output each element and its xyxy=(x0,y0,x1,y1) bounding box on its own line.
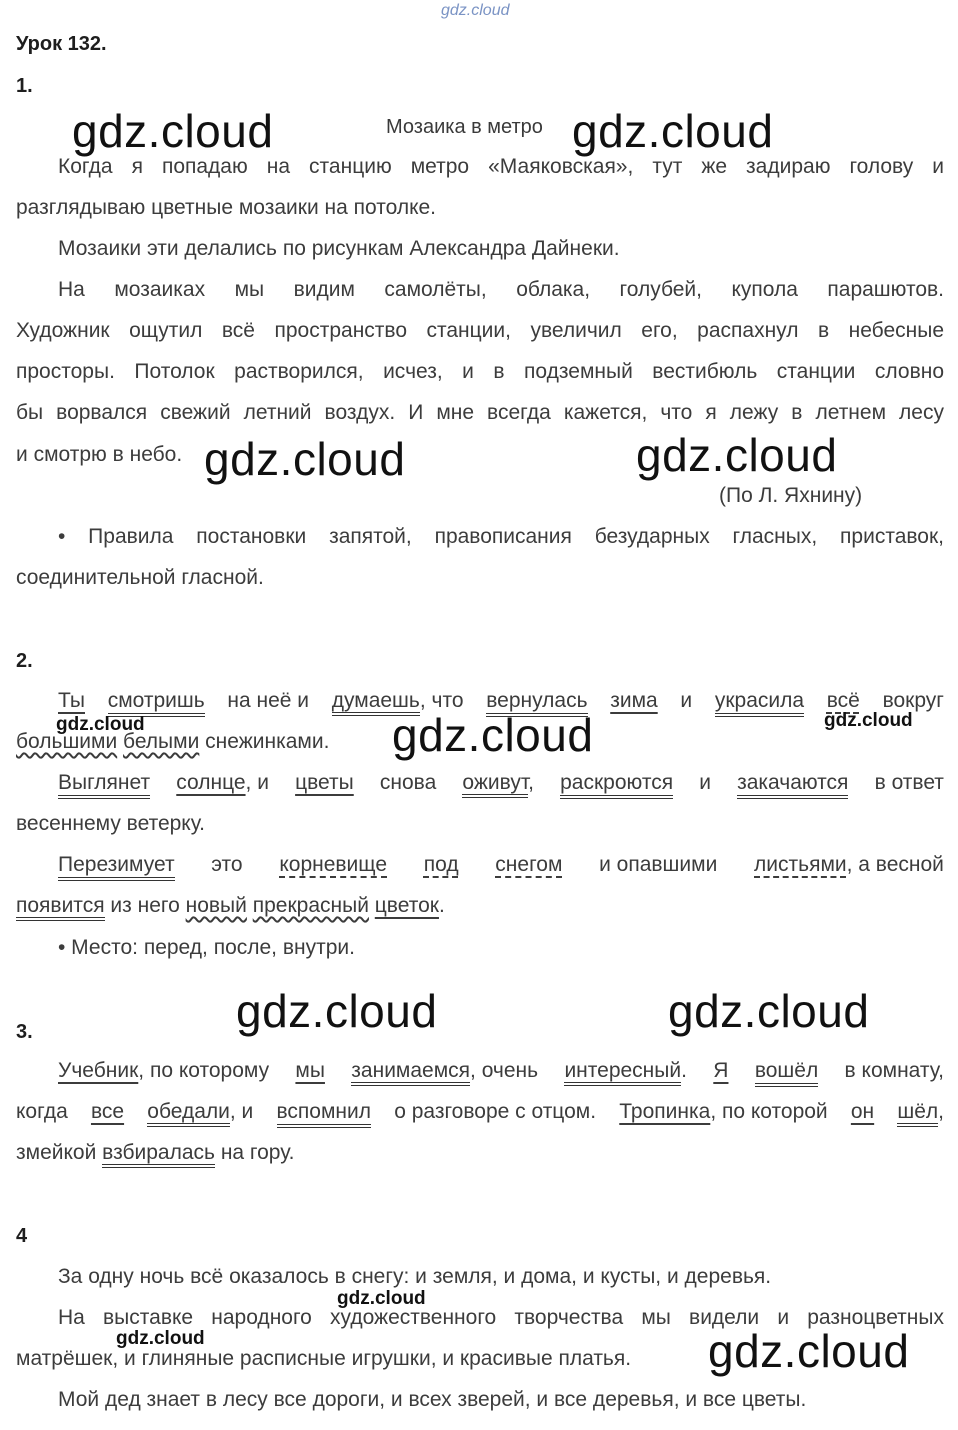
word: , очень xyxy=(470,1059,539,1082)
word: думаешь xyxy=(332,689,420,716)
word: Перезимует xyxy=(58,853,175,881)
author: (По Л. Яхнину) xyxy=(719,484,863,507)
task-line: соединительной гласной. xyxy=(16,566,264,589)
word: вокруг xyxy=(882,689,944,712)
watermark: gdz.cloud xyxy=(56,714,145,735)
word: на неё и xyxy=(227,689,310,712)
watermark: gdz.cloud xyxy=(337,1288,426,1309)
word: под xyxy=(423,853,459,876)
watermark: gdz.cloud xyxy=(116,1328,205,1349)
word: большими xyxy=(16,730,118,753)
word: обедали xyxy=(147,1100,230,1127)
exercise-4-number: 4 xyxy=(16,1225,28,1247)
word: новый xyxy=(185,894,247,917)
watermark: gdz.cloud xyxy=(236,985,438,1037)
word: , и xyxy=(245,771,269,794)
word: белыми xyxy=(123,730,200,753)
word: на гору. xyxy=(220,1141,295,1164)
word: оживут xyxy=(462,771,528,798)
word: змейкой xyxy=(16,1141,97,1164)
sentence-line xyxy=(58,1059,944,1087)
word: листьями xyxy=(754,853,847,876)
word: . xyxy=(681,1059,687,1082)
word: , а весной xyxy=(846,853,944,876)
exercise-3-number: 3. xyxy=(16,1021,33,1043)
word: раскроются xyxy=(560,771,673,799)
sentence-line xyxy=(58,771,944,799)
word: это xyxy=(211,853,243,876)
lesson-title: Урок 132. xyxy=(16,33,107,55)
word: вошёл xyxy=(755,1059,818,1087)
word: . xyxy=(438,894,445,917)
exercise-2-number: 2. xyxy=(16,650,33,672)
word: занимаемся xyxy=(351,1059,470,1086)
word: солнце xyxy=(176,771,246,794)
text-title: Мозаика в метро xyxy=(386,116,543,138)
word: , xyxy=(938,1100,944,1123)
exercise-1-number: 1. xyxy=(16,75,33,97)
word: из него xyxy=(110,894,180,917)
word: прекрасный xyxy=(252,894,369,917)
word: и опавшими xyxy=(599,853,718,876)
word: украсила xyxy=(715,689,804,717)
word: мы xyxy=(295,1059,325,1082)
word: Выглянет xyxy=(58,771,150,799)
text-line: матрёшек, и глиняные расписные игрушки, и красивые платья. xyxy=(16,1347,632,1370)
word: в комнату, xyxy=(844,1059,944,1082)
word: все xyxy=(90,1100,125,1123)
watermark: gdz.cloud xyxy=(572,105,774,157)
text-line: разглядываю цветные мозаики на потолке. xyxy=(16,196,437,219)
word: вернулась xyxy=(486,689,587,717)
text-line: Мой дед знает в лесу все дороги, и всех зверей, и все деревья, и все цветы. xyxy=(58,1388,807,1411)
text-line: и смотрю в небо. xyxy=(16,443,183,466)
word: , по которому xyxy=(138,1059,270,1082)
watermark: gdz.cloud xyxy=(708,1325,910,1377)
word: снежинками. xyxy=(205,730,330,753)
sentence-line xyxy=(16,894,944,918)
word: когда xyxy=(16,1100,68,1123)
word: , и xyxy=(229,1100,254,1123)
word: корневище xyxy=(279,853,388,876)
watermark: gdz.cloud xyxy=(204,433,406,485)
task-line: • Правила постановки запятой, правописания безударных гласных, приставок, xyxy=(58,525,944,548)
word: снегом xyxy=(495,853,563,876)
word: Ты xyxy=(58,689,85,712)
word: всё xyxy=(826,689,860,712)
text-line: За одну ночь всё оказалось в снегу: и земля, и дома, и кусты, и деревья. xyxy=(58,1265,772,1288)
text-line: На выставке народного художественного творчества мы видели и разноцветных xyxy=(58,1306,944,1329)
word: закачаются xyxy=(737,771,848,799)
watermark: gdz.cloud xyxy=(72,105,274,157)
word: цветок xyxy=(374,894,439,917)
word: о разговоре с отцом. xyxy=(394,1100,597,1123)
word: , что xyxy=(419,689,464,712)
sentence-line xyxy=(16,1141,944,1165)
word: , по которой xyxy=(710,1100,828,1123)
watermark-top: gdz.cloud xyxy=(441,2,510,19)
word: взбиралась xyxy=(102,1141,215,1168)
text-line: бы ворвался свежий летний воздух. И мне всегда кажется, что я лежу в летнем лесу xyxy=(16,401,944,424)
word: Тропинка xyxy=(619,1100,711,1123)
word: и xyxy=(699,771,711,794)
watermark: gdz.cloud xyxy=(668,985,870,1037)
watermark: gdz.cloud xyxy=(824,710,913,731)
text-line: На мозаиках мы видим самолёты, облака, голубей, купола парашютов. xyxy=(58,278,944,301)
word: снова xyxy=(379,771,437,794)
word: появится xyxy=(16,894,105,921)
word: интересный xyxy=(564,1059,681,1086)
word: Я xyxy=(713,1059,729,1082)
word: шёл xyxy=(897,1100,938,1127)
sentence-line: весеннему ветерку. xyxy=(16,812,205,835)
word: цветы xyxy=(295,771,354,794)
word: вспомнил xyxy=(277,1100,372,1128)
text-line: просторы. Потолок растворился, исчез, и в подземный вестибюль станции словно xyxy=(16,360,944,383)
word: в ответ xyxy=(874,771,944,794)
word: и xyxy=(680,689,693,712)
text-line: Художник ощутил всё пространство станции, увеличил его, распахнул в небесные xyxy=(16,319,944,342)
task-line: • Место: перед, после, внутри. xyxy=(58,936,355,959)
word: Учебник xyxy=(58,1059,139,1082)
word: зима xyxy=(610,689,658,712)
word: он xyxy=(850,1100,875,1123)
word: смотришь xyxy=(108,689,205,717)
sentence-line xyxy=(58,853,944,881)
text-line: Когда я попадаю на станцию метро «Маяковская», тут же задираю голову и xyxy=(58,155,944,178)
watermark: gdz.cloud xyxy=(392,709,594,761)
text-line: Мозаики эти делались по рисункам Александра Дайнеки. xyxy=(58,237,620,260)
word: , xyxy=(528,771,534,794)
watermark: gdz.cloud xyxy=(636,429,838,481)
sentence-line xyxy=(16,1100,944,1128)
